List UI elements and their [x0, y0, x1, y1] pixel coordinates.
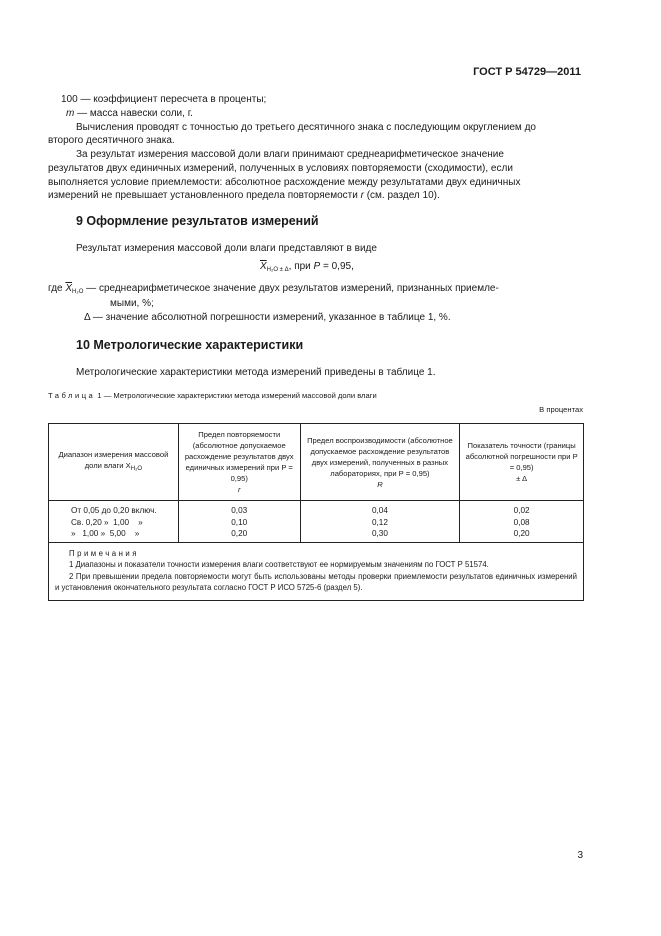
accuracy-column: [460, 501, 584, 543]
table-notes: [49, 542, 584, 600]
formula-value: = 0,95,: [320, 261, 354, 272]
header-repeatability-text: Предел повторяемости (абсолютное допускаемое расхождение результатов двух единичных измерений при P = 0,95): [184, 430, 294, 483]
table-data-row: [49, 501, 584, 543]
formula-tail: , при: [288, 261, 314, 272]
where-prefix: где: [48, 283, 66, 294]
calc-precision-line: Вычисления проводят с точностью до третьего десятичного знака с последующим округлением до: [76, 122, 536, 133]
repeatability-cell: 0,10: [231, 517, 248, 527]
where-subscript: H₂O: [72, 289, 84, 295]
reproducibility-cell: 0,04: [371, 506, 388, 515]
where-x: $\overline{X}$: [65, 283, 73, 294]
accuracy-cell: 0,20: [513, 529, 530, 538]
section-10-intro: Метрологические характеристики метода измерений приведены в таблице 1.: [76, 367, 436, 378]
result-para-line4: [48, 189, 440, 203]
reproducibility-cell: 0,30: [371, 529, 388, 538]
delta-definition: Δ — значение абсолютной погрешности измерений, указанное в таблице 1, %.: [84, 312, 451, 323]
header-reproducibility: [300, 424, 460, 501]
where-continuation: мыми, %;: [110, 298, 154, 309]
header-range: [49, 424, 179, 501]
formula-subscript: H₂O ± Δ: [266, 267, 289, 273]
definition-m-text: — масса навески соли, г.: [74, 108, 193, 119]
header-accuracy-symbol: ± Δ: [516, 474, 528, 483]
table-caption-rest: 1 — Метрологические характеристики метода измерений массовой доли влаги: [95, 391, 377, 400]
range-cell: Св. 0,20 » 1,00 »: [71, 517, 143, 527]
range-cell: От 0,05 до 0,20 включ.: [71, 506, 157, 515]
header-reproducibility-text: Предел воспроизводимости (абсолютное допускаемое расхождение результатов двух измерений, полученных в разных лабораториях, при P = 0,95): [307, 435, 453, 478]
section-9-title: 9 Оформление результатов измерений: [76, 214, 319, 228]
result-para-line3: выполняется условие приемлемости: абсолютное расхождение между результатами двух единичных: [48, 177, 521, 188]
reproducibility-cell: 0,12: [371, 517, 388, 527]
page-number: 3: [577, 850, 583, 861]
header-reproducibility-symbol: R: [377, 479, 383, 489]
repeatability-cell: 0,03: [231, 506, 248, 515]
note-1: 1 Диапазоны и показатели точности измерения влаги соответствуют ее нормируемым значениям по ГОСТ Р 51574.: [69, 560, 489, 569]
definition-m: [66, 107, 193, 121]
accuracy-cell: 0,02: [513, 506, 530, 515]
table-header-row: [49, 424, 584, 501]
section-10-title: 10 Метрологические характеристики: [76, 338, 304, 352]
repeatability-cell: 0,20: [231, 529, 248, 538]
table-caption: [48, 391, 377, 402]
header-accuracy-text: Показатель точности (границы абсолютной погрешности при P = 0,95): [465, 441, 578, 472]
reproducibility-column: [300, 501, 460, 543]
result-para-line4-post: (см. раздел 10).: [363, 190, 440, 201]
header-repeatability: [178, 424, 300, 501]
metrology-table: [48, 423, 584, 601]
header-repeatability-symbol: r: [237, 485, 241, 494]
notes-title: Примечания: [69, 548, 140, 558]
var-r: r: [360, 190, 364, 201]
result-para-line4-pre: измерений не превышает установленного предела повторяемости: [48, 190, 361, 201]
header-accuracy: [460, 424, 584, 501]
formula-x: $\overline{X}$: [260, 261, 267, 272]
header-range-text: Диапазон измерения массовой доли влаги X: [58, 450, 169, 470]
result-formula: [260, 260, 354, 277]
repeatability-column: [178, 501, 300, 543]
accuracy-cell: 0,08: [513, 517, 530, 527]
header-range-sub: H₂O: [130, 466, 143, 472]
where-text: — среднеарифметическое значение двух результатов измерений, признанных приемле-: [83, 283, 499, 294]
result-para-line2: результатов двух единичных измерений, полученных в условиях повторяемости (сходимости), если: [48, 163, 513, 174]
definition-100: 100 — коэффициент пересчета в проценты;: [61, 94, 267, 105]
table-units: В процентах: [539, 405, 583, 414]
table-caption-word: Таблица: [48, 391, 96, 400]
section-9-intro: Результат измерения массовой доли влаги представляют в виде: [76, 243, 377, 254]
calc-precision-line2: второго десятичного знака.: [48, 135, 175, 146]
range-column: [49, 501, 179, 543]
formula-p: P: [313, 261, 321, 272]
document-header: ГОСТ Р 54729—2011: [473, 66, 581, 78]
var-m: m: [66, 108, 75, 119]
range-cell: » 1,00 » 5,00 »: [71, 529, 140, 538]
note-2: 2 При превышении предела повторяемости могут быть использованы методы проверки приемлемости результатов единичных измерений и установления окончательного результата согласно ГОСТ Р ИСО 5725-6 (раздел 5).: [55, 571, 577, 592]
result-para-line1: За результат измерения массовой доли влаги принимают среднеарифметическое значение: [76, 149, 504, 160]
table-notes-row: [49, 542, 584, 600]
